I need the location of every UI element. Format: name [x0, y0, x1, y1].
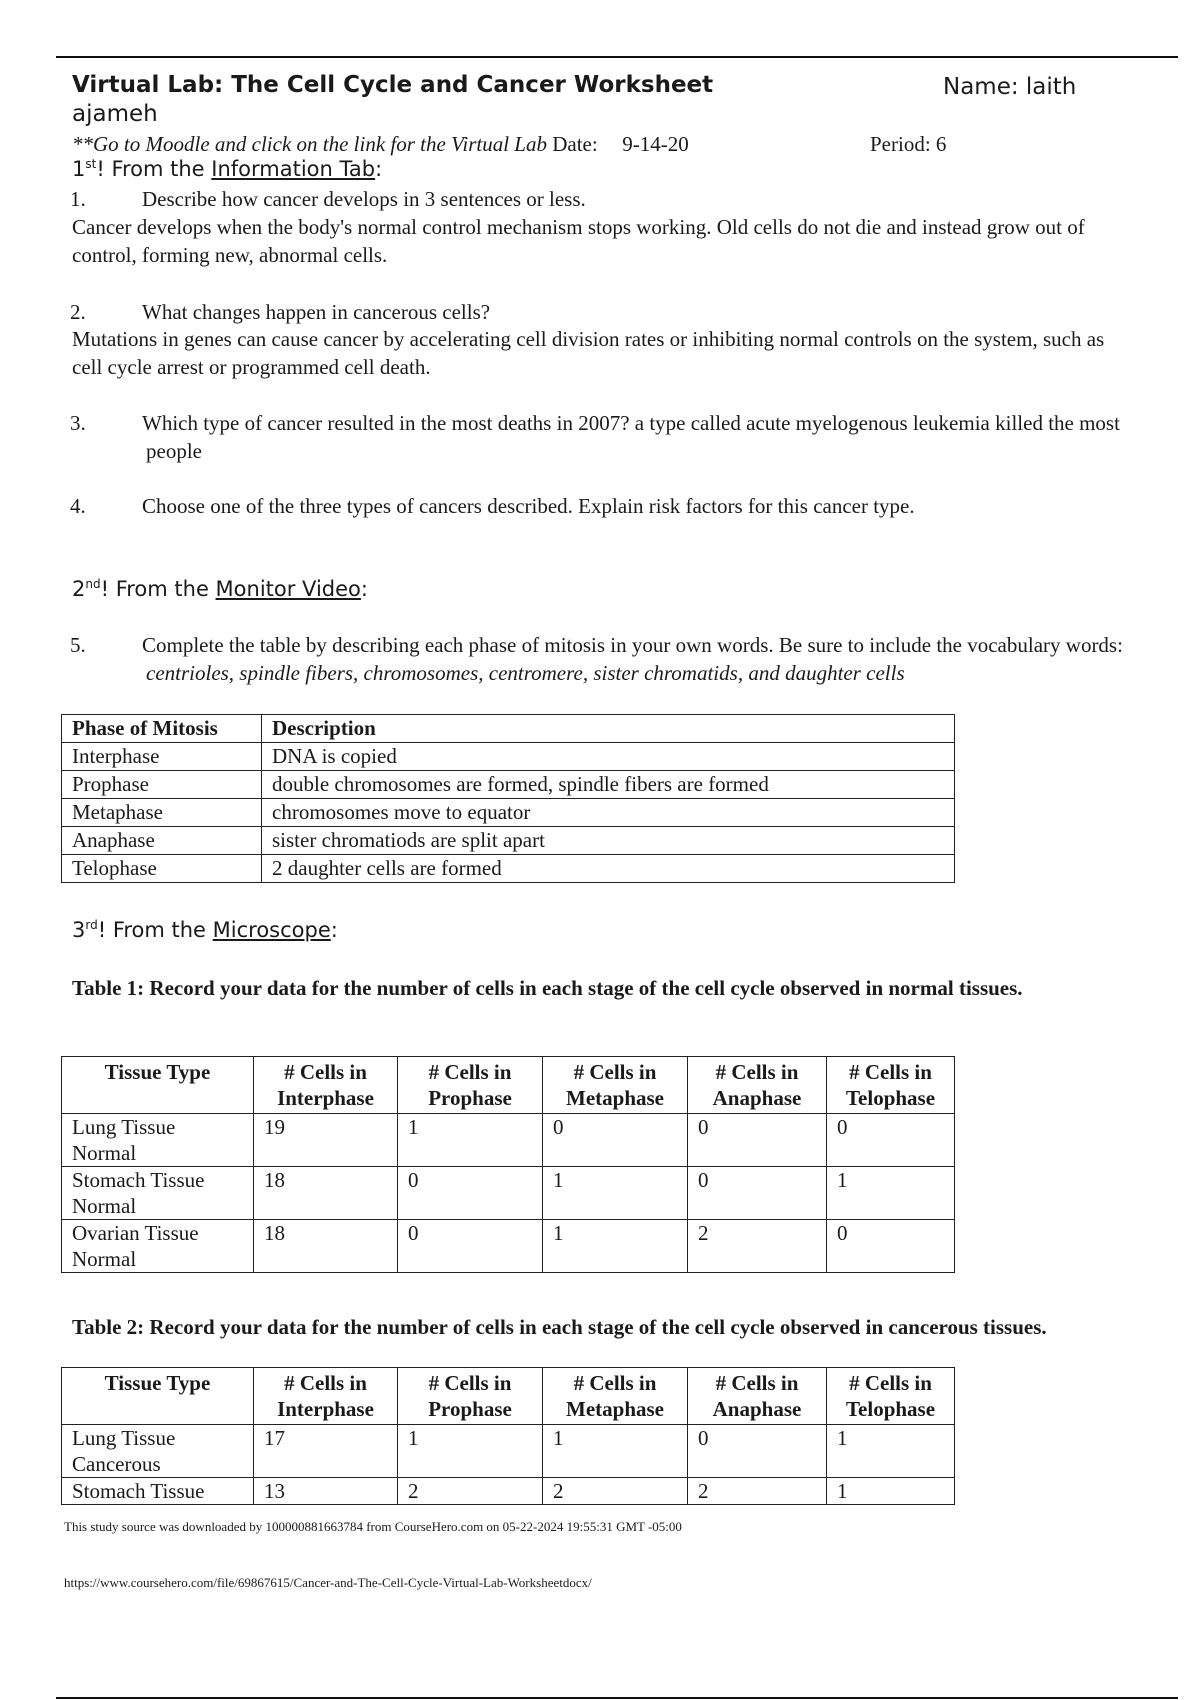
header-interphase: # Cells in Interphase — [254, 1368, 398, 1425]
question-1 — [70, 185, 1200, 213]
question-5-vocabulary: centrioles, spindle fibers, chromosomes, centromere, sister chromatids, and daughter cells — [146, 661, 905, 685]
count-cell: 18 — [254, 1220, 398, 1273]
question-5-text: Complete the table by describing each phase of mitosis in your own words. Be sure to include the vocabulary words: — [142, 633, 1123, 657]
count-cell: 1 — [398, 1425, 543, 1478]
table-row — [62, 1478, 955, 1505]
question-1-text: Describe how cancer develops in 3 sentences or less. — [142, 187, 586, 211]
count-cell: 1 — [827, 1167, 955, 1220]
count-cell: 0 — [827, 1114, 955, 1167]
table-row — [62, 1425, 955, 1478]
count-cell: 1 — [398, 1114, 543, 1167]
count-cell: 17 — [254, 1425, 398, 1478]
description-cell: DNA is copied — [262, 743, 955, 771]
question-3 — [70, 409, 1166, 465]
section-1-prefix: ! From the — [96, 157, 212, 181]
mitosis-header-description: Description — [262, 715, 955, 743]
count-cell: 0 — [688, 1167, 827, 1220]
date-label: Date: — [552, 132, 598, 156]
description-cell: sister chromatiods are split apart — [262, 827, 955, 855]
header-prophase: # Cells in Prophase — [398, 1057, 543, 1114]
student-name-label: Name: laith — [943, 74, 1077, 100]
question-5 — [70, 631, 1186, 687]
description-cell: 2 daughter cells are formed — [262, 855, 955, 883]
count-cell: 2 — [543, 1478, 688, 1505]
count-cell: 2 — [688, 1220, 827, 1273]
worksheet-title: Virtual Lab: The Cell Cycle and Cancer Worksheet — [72, 72, 714, 98]
period-label: Period: 6 — [870, 132, 947, 156]
header-interphase: # Cells in Interphase — [254, 1057, 398, 1114]
date-value: 9-14-20 — [622, 132, 689, 156]
table-row — [62, 1114, 955, 1167]
section-2-prefix: ! From the — [100, 577, 216, 601]
count-cell: 0 — [688, 1114, 827, 1167]
description-cell: double chromosomes are formed, spindle fibers are formed — [262, 771, 955, 799]
table-2-cancerous-tissues — [61, 1367, 955, 1505]
section-1-number: 1 — [72, 157, 86, 181]
table-row — [62, 743, 955, 771]
table-row — [62, 771, 955, 799]
question-4 — [70, 492, 1200, 520]
question-1-number: 1. — [70, 187, 86, 211]
information-tab-label: Information Tab — [211, 157, 376, 181]
phase-cell: Telophase — [62, 855, 262, 883]
count-cell: 18 — [254, 1167, 398, 1220]
count-cell: 1 — [543, 1425, 688, 1478]
header-prophase: # Cells in Prophase — [398, 1368, 543, 1425]
mitosis-table — [61, 714, 955, 883]
header-anaphase: # Cells in Anaphase — [688, 1368, 827, 1425]
count-cell: 1 — [543, 1220, 688, 1273]
question-2 — [70, 298, 1200, 326]
count-cell: 0 — [398, 1167, 543, 1220]
question-3-text: Which type of cancer resulted in the most deaths in 2007? a type called acute myelogenous leukemia killed the most people — [142, 411, 1120, 463]
count-cell: 1 — [827, 1425, 955, 1478]
table-row — [62, 1220, 955, 1273]
count-cell: 0 — [827, 1220, 955, 1273]
count-cell: 2 — [398, 1478, 543, 1505]
section-1-heading — [72, 157, 382, 181]
section-3-ordinal: rd — [85, 918, 98, 932]
question-2-text: What changes happen in cancerous cells? — [142, 300, 491, 324]
top-rule — [56, 56, 1178, 58]
question-2-number: 2. — [70, 300, 86, 324]
section-1-colon: : — [375, 157, 383, 181]
source-url[interactable]: https://www.coursehero.com/file/69867615/Cancer-and-The-Cell-Cycle-Virtual-Lab-Worksheetdocx/ — [64, 1575, 592, 1590]
monitor-video-label: Monitor Video — [215, 577, 361, 601]
bottom-rule — [56, 1697, 1178, 1699]
count-cell: 19 — [254, 1114, 398, 1167]
header-tissue-type: Tissue Type — [62, 1057, 254, 1114]
section-3-number: 3 — [72, 918, 86, 942]
phase-cell: Interphase — [62, 743, 262, 771]
tissue-type-cell: Ovarian Tissue Normal — [62, 1220, 254, 1273]
table-1-caption: Table 1: Record your data for the number of cells in each stage of the cell cycle observed in normal tissues. — [72, 976, 1023, 1000]
tissue-type-cell: Lung Tissue Normal — [62, 1114, 254, 1167]
answer-1: Cancer develops when the body's normal control mechanism stops working. Old cells do not die and instead grow out of control, forming new, abnormal cells. — [72, 215, 1085, 267]
mitosis-header-row — [62, 715, 955, 743]
tissue-type-cell: Stomach Tissue — [62, 1478, 254, 1505]
tissue-type-cell: Lung Tissue Cancerous — [62, 1425, 254, 1478]
table-row — [62, 799, 955, 827]
section-2-number: 2 — [72, 577, 86, 601]
section-2-colon: : — [360, 577, 368, 601]
phase-cell: Anaphase — [62, 827, 262, 855]
download-source-note: This study source was downloaded by 100000881663784 from CourseHero.com on 05-22-2024 19:55:31 GMT -05:00 — [64, 1519, 682, 1534]
header-telophase: # Cells in Telophase — [827, 1368, 955, 1425]
count-cell: 0 — [688, 1425, 827, 1478]
table-row — [62, 855, 955, 883]
header-telophase: # Cells in Telophase — [827, 1057, 955, 1114]
question-4-text: Choose one of the three types of cancers described. Explain risk factors for this cancer type. — [142, 494, 915, 518]
mitosis-header-phase: Phase of Mitosis — [62, 715, 262, 743]
section-3-prefix: ! From the — [97, 918, 213, 942]
table-1-normal-tissues — [61, 1056, 955, 1273]
question-3-number: 3. — [70, 411, 86, 435]
header-anaphase: # Cells in Anaphase — [688, 1057, 827, 1114]
section-2-ordinal: nd — [85, 577, 101, 591]
count-cell: 1 — [543, 1167, 688, 1220]
phase-cell: Prophase — [62, 771, 262, 799]
table-row — [62, 827, 955, 855]
instruction-line — [72, 132, 689, 157]
moodle-instruction: **Go to Moodle and click on the link for the Virtual Lab — [72, 132, 547, 156]
header-tissue-type: Tissue Type — [62, 1368, 254, 1425]
table-row — [62, 1167, 955, 1220]
table-2-header-row — [62, 1368, 955, 1425]
section-3-heading — [72, 918, 338, 942]
student-name-continued: ajameh — [72, 101, 158, 127]
tissue-type-cell: Stomach Tissue Normal — [62, 1167, 254, 1220]
section-1-ordinal: st — [85, 157, 97, 171]
table-1-header-row — [62, 1057, 955, 1114]
header-metaphase: # Cells in Metaphase — [543, 1057, 688, 1114]
microscope-label: Microscope — [212, 918, 331, 942]
phase-cell: Metaphase — [62, 799, 262, 827]
table-2-caption: Table 2: Record your data for the number of cells in each stage of the cell cycle observed in cancerous tissues. — [72, 1315, 1047, 1339]
count-cell: 0 — [543, 1114, 688, 1167]
question-5-number: 5. — [70, 633, 86, 657]
description-cell: chromosomes move to equator — [262, 799, 955, 827]
section-2-heading — [72, 577, 368, 601]
count-cell: 2 — [688, 1478, 827, 1505]
question-4-number: 4. — [70, 494, 86, 518]
count-cell: 0 — [398, 1220, 543, 1273]
answer-2: Mutations in genes can cause cancer by accelerating cell division rates or inhibiting normal controls on the system, such as cell cycle arrest or programmed cell death. — [72, 327, 1105, 379]
count-cell: 13 — [254, 1478, 398, 1505]
header-metaphase: # Cells in Metaphase — [543, 1368, 688, 1425]
section-3-colon: : — [330, 918, 338, 942]
count-cell: 1 — [827, 1478, 955, 1505]
